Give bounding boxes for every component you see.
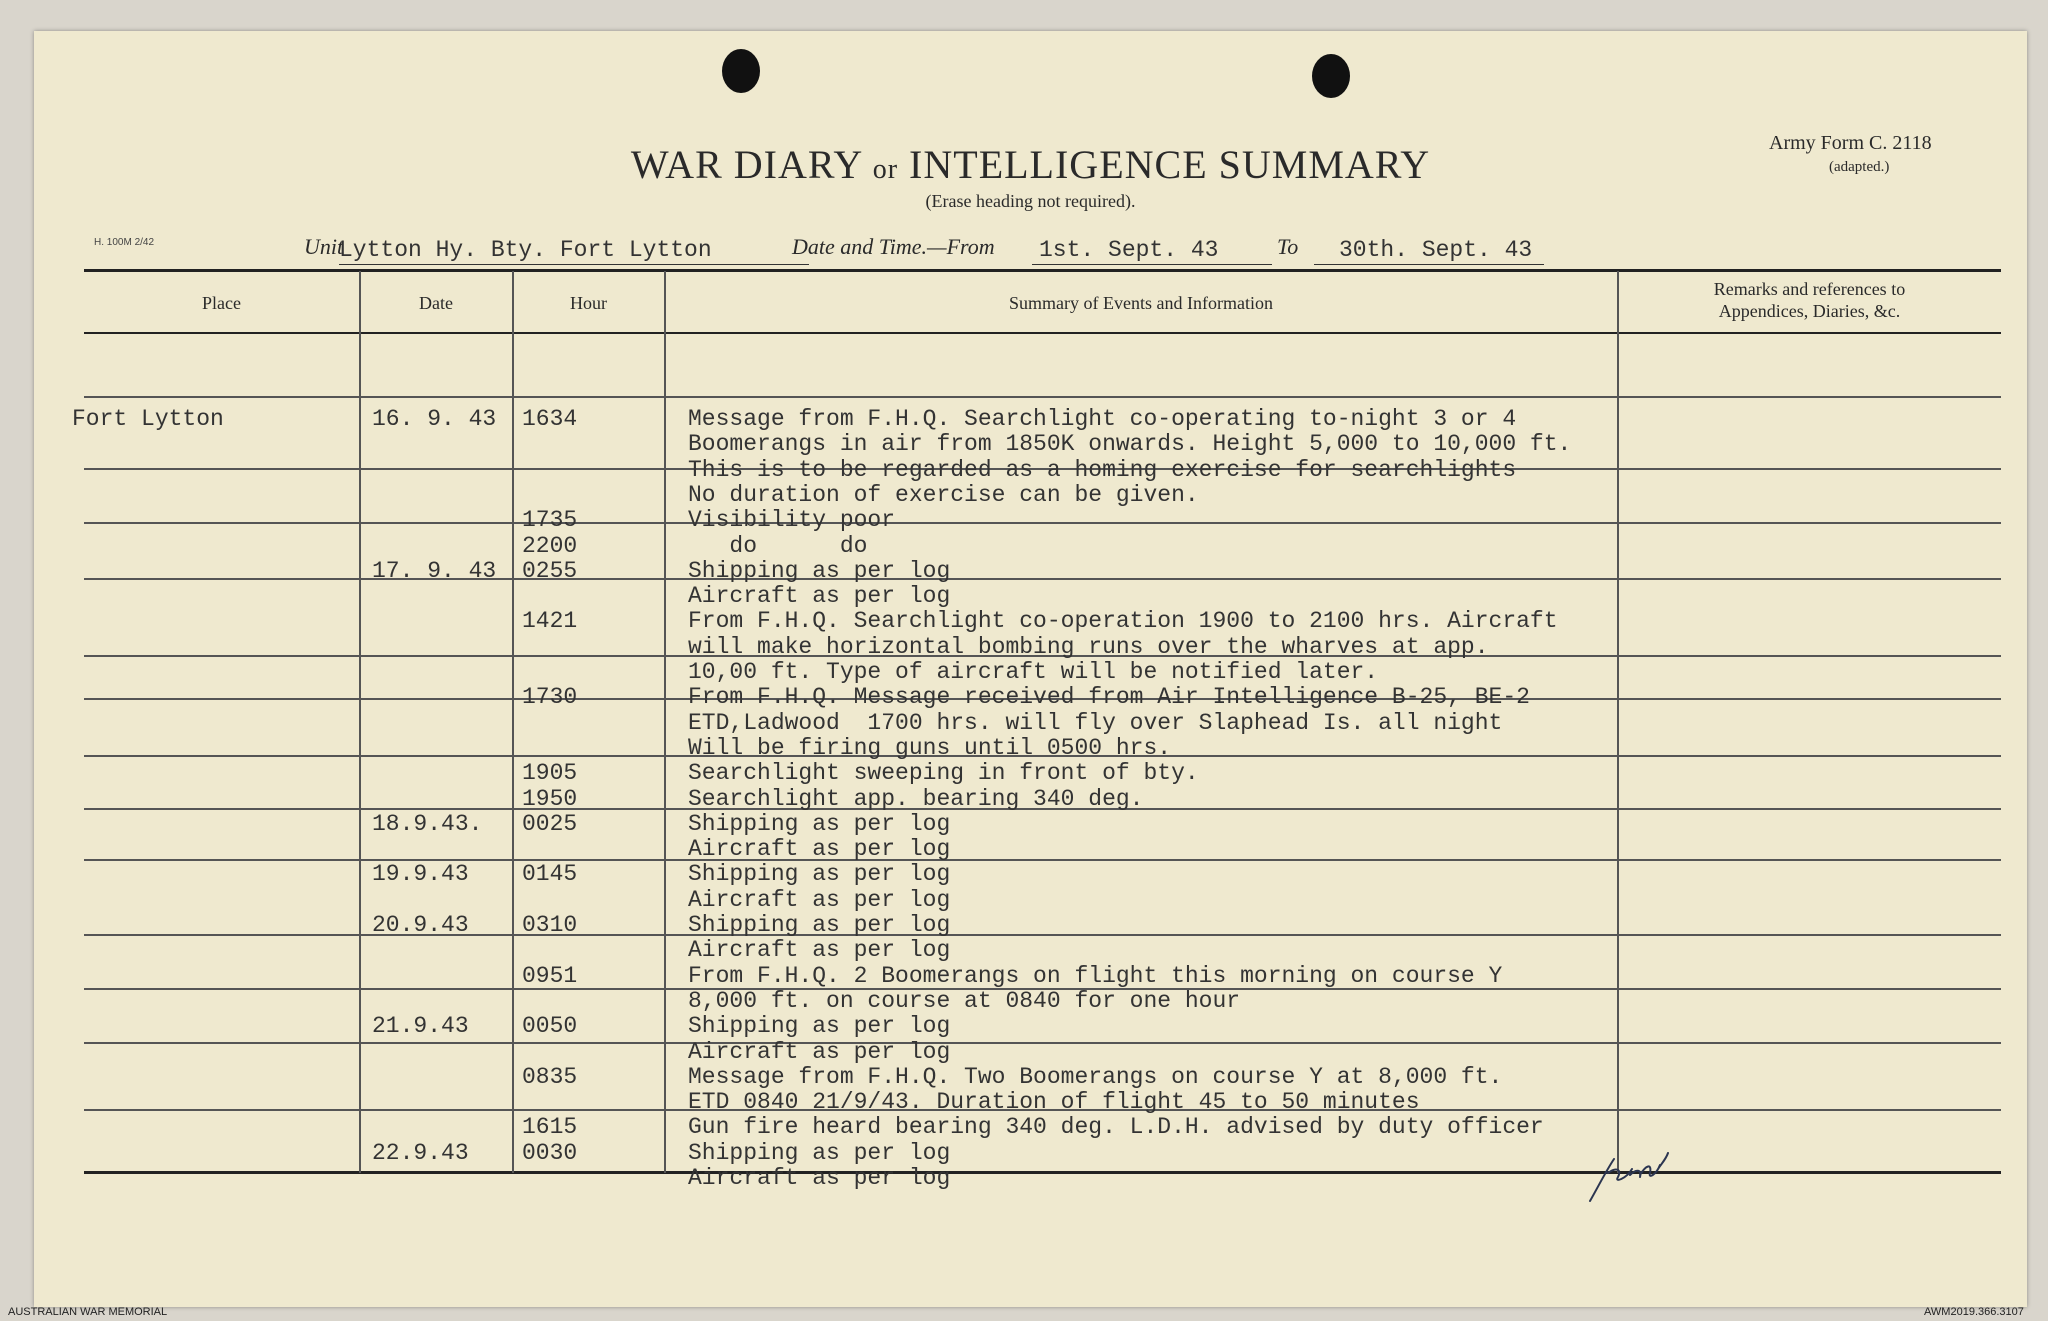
to-value: 30th. Sept. 43 [1339,237,1533,263]
entry-date: 17. 9. 43 [372,558,497,584]
entry-text: Shipping as per log [688,558,951,584]
punch-hole [722,49,760,93]
table-bottom-rule [84,1171,2001,1174]
to-label: To [1277,234,1299,259]
entry-hour: 0145 [522,861,578,887]
entry-text: Aircraft as per log [688,937,951,963]
column-header-hour: Hour [570,293,607,313]
to-underline [1314,264,1544,265]
entry-hour: 0025 [522,811,578,837]
column-divider [359,271,361,1173]
entry-text: Message from F.H.Q. Two Boomerangs on course Y at 8,000 ft. [688,1064,1503,1090]
row-rule [84,1042,2001,1044]
subtitle: (Erase heading not required). [925,191,1136,211]
entry-text: Shipping as per log [688,1140,951,1166]
initials-signature [1586,1139,1706,1209]
column-header-remarks: Remarks and references to [1713,279,1906,299]
entry-hour: 0951 [522,963,578,989]
entry-text: No duration of exercise can be given. [688,482,1199,508]
entry-text: Boomerangs in air from 1850K onwards. Height 5,000 to 10,000 ft. [688,431,1572,457]
from-value: 1st. Sept. 43 [1039,237,1219,263]
entry-hour: 1950 [522,786,578,812]
entry-date: 20.9.43 [372,912,469,938]
entry-hour: 1905 [522,760,578,786]
entry-date: 19.9.43 [372,861,469,887]
column-divider [512,271,514,1173]
entry-text: Aircraft as per log [688,583,951,609]
form-number: Army Form C. 2118 [1769,132,1932,154]
entry-date: 22.9.43 [372,1140,469,1166]
entry-text: will make horizontal bombing runs over the wharves at app. [688,634,1489,660]
entry-text: ETD,Ladwood 1700 hrs. will fly over Slaphead Is. all night [688,710,1503,736]
entry-text: 8,000 ft. on course at 0840 for one hour [688,988,1241,1014]
title-or: or [872,154,899,185]
title-war-diary: WAR DIARY [630,142,862,187]
entry-text: Aircraft as per log [688,1039,951,1065]
title-intelligence-summary: INTELLIGENCE SUMMARY [909,142,1431,187]
footer-credit: AUSTRALIAN WAR MEMORIAL [8,1306,168,1318]
date-time-label: Date and Time.—From [792,234,995,259]
entry-text: 10,00 ft. Type of aircraft will be notified later. [688,659,1379,685]
unit-underline [339,264,809,265]
entry-text: Aircraft as per log [688,1165,951,1191]
entry-text: Searchlight sweeping in front of bty. [688,760,1199,786]
entry-date: 21.9.43 [372,1013,469,1039]
entry-hour: 1615 [522,1114,578,1140]
table-top-rule [84,269,2001,272]
entry-text: This is to be regarded as a homing exercise for searchlights [688,457,1517,483]
entry-text: Shipping as per log [688,811,951,837]
column-header-date: Date [419,293,453,313]
column-header-place: Place [202,293,241,313]
entry-text: Aircraft as per log [688,836,951,862]
header-bottom-rule [84,332,2001,334]
entry-text: From F.H.Q. Message received from Air Intelligence B-25, BE-2 [688,684,1530,710]
entry-text: Shipping as per log [688,861,951,887]
entry-date: 16. 9. 43 [372,406,497,432]
diary-page [34,31,2027,1307]
entry-text: Aircraft as per log [688,887,951,913]
entry-text: Visibility poor [688,507,896,533]
row-rule [84,396,2001,398]
row-rule [84,522,2001,524]
from-underline [1032,264,1272,265]
column-divider [1617,271,1619,1173]
entry-text: From F.H.Q. Searchlight co-operation 1900 to 2100 hrs. Aircraft [688,608,1558,634]
entry-hour: 0310 [522,912,578,938]
footer-reference: AWM2019.366.3107 [1924,1306,2024,1318]
entry-hour: 0835 [522,1064,578,1090]
entry-text: Shipping as per log [688,1013,951,1039]
entry-text: ETD 0840 21/9/43. Duration of flight 45 to 50 minutes [688,1089,1420,1115]
entry-hour: 0030 [522,1140,578,1166]
punch-hole [1312,54,1350,98]
entry-hour: 1634 [522,406,578,432]
entry-text: Shipping as per log [688,912,951,938]
entry-text: Searchlight app. bearing 340 deg. [688,786,1144,812]
entry-place: Fort Lytton [72,406,224,432]
entry-hour: 1730 [522,684,578,710]
entry-text: Gun fire heard bearing 340 deg. L.D.H. advised by duty officer [688,1114,1544,1140]
entry-hour: 0255 [522,558,578,584]
entry-text: do do [688,533,868,559]
column-header-summary: Summary of Events and Information [1009,293,1273,313]
entry-hour: 1421 [522,608,578,634]
unit-value: Lytton Hy. Bty. Fort Lytton [339,237,712,263]
entry-text: From F.H.Q. 2 Boomerangs on flight this morning on course Y [688,963,1503,989]
entry-text: Will be firing guns until 0500 hrs. [688,735,1172,761]
unit-label: Unit [304,234,344,259]
form-adapted: (adapted.) [1829,159,1890,175]
column-header-remarks-2: Appendices, Diaries, &c. [1718,301,1901,321]
entry-hour: 0050 [522,1013,578,1039]
page-title [34,141,2027,188]
entry-hour: 1735 [522,507,578,533]
entry-date: 18.9.43. [372,811,483,837]
column-divider [664,271,666,1173]
entry-hour: 2200 [522,533,578,559]
entry-text: Message from F.H.Q. Searchlight co-operating to-night 3 or 4 [688,406,1517,432]
form-code: H. 100M 2/42 [94,237,155,248]
